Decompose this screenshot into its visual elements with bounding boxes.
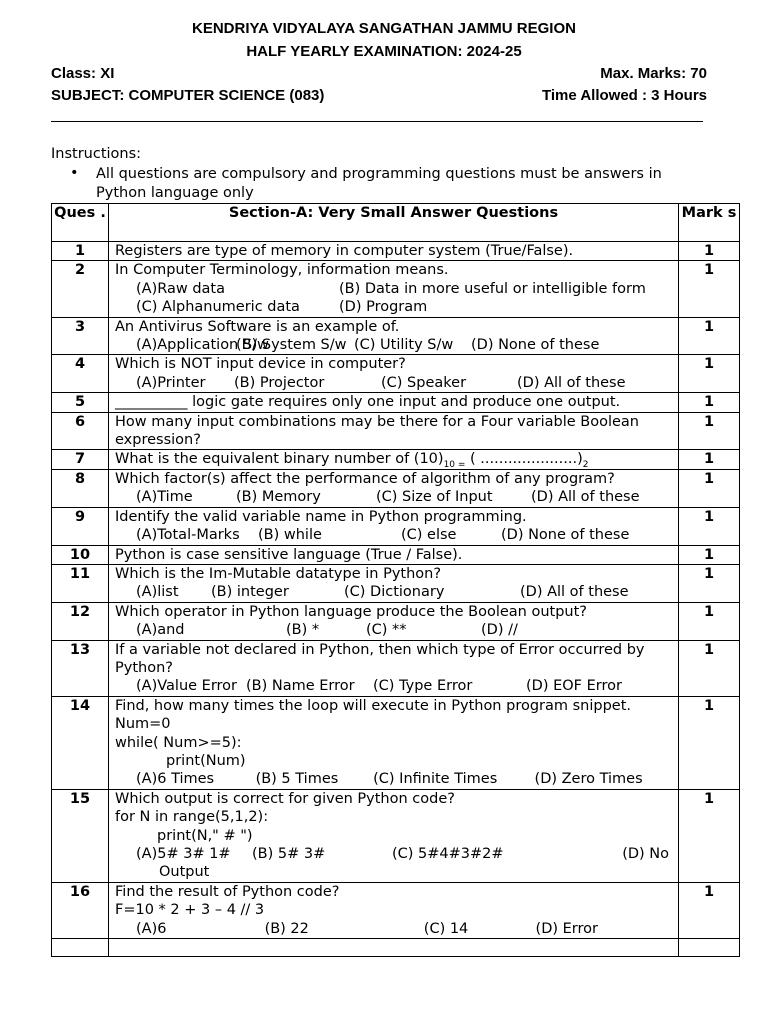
options-row (115, 920, 674, 938)
option: (A)6 (136, 920, 167, 937)
question-body (109, 355, 679, 393)
option: (C) Utility S/w (354, 337, 454, 354)
question-body (109, 507, 679, 545)
option: (D) None of these (501, 527, 630, 544)
option: (A)list (136, 584, 179, 601)
question-text (115, 450, 674, 471)
question-number: 14 (52, 696, 109, 789)
question-body (109, 393, 679, 412)
empty-cell (52, 939, 109, 957)
ques-header: Ques . (52, 204, 109, 242)
option: (C) 5#4#3#2# (392, 846, 504, 862)
options-row (115, 336, 674, 354)
option: (B) 5# 3# (252, 846, 326, 862)
option: (B) Projector (234, 374, 325, 391)
code-line: print(N," # ") (157, 827, 253, 844)
question-rows (52, 242, 740, 939)
question-number: 15 (52, 789, 109, 882)
header-divider (51, 121, 703, 122)
question-marks: 1 (679, 261, 740, 317)
question-row (52, 564, 740, 602)
marks-header: Mark s (679, 204, 740, 242)
options-row (115, 298, 674, 316)
question-text: Find, how many times the loop will execute in Python program snippet. (115, 697, 632, 714)
question-text (115, 393, 674, 411)
question-marks: 1 (679, 469, 740, 507)
option: (B) while (258, 527, 322, 544)
option: (D) Program (339, 299, 428, 316)
question-number: 8 (52, 469, 109, 507)
question-row (52, 789, 740, 882)
question-marks: 1 (679, 882, 740, 938)
option: (A)Total-Marks (136, 527, 240, 544)
question-marks: 1 (679, 789, 740, 882)
question-number: 9 (52, 507, 109, 545)
option: (A)6 Times (136, 771, 215, 788)
options-row (115, 280, 674, 298)
instructions-text: All questions are compulsory and programming questions must be answers in Python language only (96, 166, 662, 201)
option: (D) Error (535, 920, 598, 937)
option: (A)and (136, 622, 185, 639)
question-body (109, 640, 679, 696)
question-row (52, 545, 740, 564)
option: (B) Memory (236, 489, 321, 506)
question-text-tail: ( .....................) (465, 451, 583, 468)
code-line: print(Num) (166, 752, 246, 769)
blank-line: __________ (115, 394, 188, 411)
question-row (52, 450, 740, 469)
question-body (109, 564, 679, 602)
question-marks: 1 (679, 242, 740, 261)
question-number: 13 (52, 640, 109, 696)
question-marks: 1 (679, 393, 740, 412)
question-row (52, 317, 740, 355)
option: (B) integer (211, 584, 289, 601)
options-row (115, 770, 674, 788)
option: (C) ** (366, 622, 407, 639)
question-number: 3 (52, 317, 109, 355)
question-marks: 1 (679, 412, 740, 450)
question-row (52, 507, 740, 545)
question-marks: 1 (679, 545, 740, 564)
option: (C) Infinite Times (373, 771, 498, 788)
question-marks: 1 (679, 640, 740, 696)
option: (B) Data in more useful or intelligible form (339, 280, 646, 297)
question-row (52, 469, 740, 507)
options-row (115, 621, 674, 639)
question-number: 1 (52, 242, 109, 261)
question-text: Which is NOT input device in computer? (115, 356, 406, 373)
option: (C) Type Error (373, 678, 473, 695)
question-row (52, 696, 740, 789)
question-row (52, 640, 740, 696)
question-row (52, 602, 740, 640)
subject-label: SUBJECT: COMPUTER SCIENCE (083) (51, 87, 325, 104)
option: (A)Application S/w (136, 337, 269, 354)
option: (A)5# 3# 1# (136, 846, 231, 862)
question-text: Python is case sensitive language (True / False). (115, 546, 463, 563)
option-wrap: Output (159, 864, 210, 881)
question-row (52, 393, 740, 412)
question-row (52, 412, 740, 450)
question-number: 11 (52, 564, 109, 602)
option: (B) System S/w (236, 337, 347, 354)
option: (B) 22 (264, 920, 309, 937)
option: (B) * (286, 622, 320, 639)
options-row (115, 583, 674, 601)
code-line: Num=0 (115, 716, 171, 733)
option: (A)Time (136, 489, 193, 506)
code-line: while( Num>=5): (115, 734, 242, 751)
empty-cell (679, 939, 740, 957)
section-header: Section-A: Very Small Answer Questions (109, 204, 679, 242)
max-marks: Max. Marks: 70 (600, 65, 707, 82)
option: (D) No (622, 846, 669, 862)
question-number: 2 (52, 261, 109, 317)
question-body (109, 317, 679, 355)
question-row (52, 355, 740, 393)
question-table (51, 203, 740, 957)
question-row (52, 882, 740, 938)
question-body (109, 412, 679, 450)
question-body (109, 602, 679, 640)
question-text-main: What is the equivalent binary number of (10) (115, 451, 444, 468)
time-allowed: Time Allowed : 3 Hours (541, 87, 707, 104)
options-row (115, 845, 674, 863)
option: (C) Speaker (381, 374, 467, 391)
question-text: Which operator in Python language produce the Boolean output? (115, 603, 587, 620)
question-row (52, 261, 740, 317)
option: (D) None of these (471, 337, 600, 354)
question-text: How many input combinations may be there for a Four variable Boolean expression? (115, 413, 639, 449)
question-row (52, 242, 740, 261)
question-text: An Antivirus Software is an example of. (115, 318, 400, 335)
question-number: 12 (52, 602, 109, 640)
option: (D) All of these (531, 489, 640, 506)
question-number: 16 (52, 882, 109, 938)
option: (A)Printer (136, 374, 206, 391)
question-body (109, 696, 679, 789)
question-marks: 1 (679, 450, 740, 469)
question-text: Which is the Im-Mutable datatype in Python? (115, 565, 442, 582)
class-label: Class: XI (51, 65, 115, 82)
option: (D) All of these (517, 374, 626, 391)
option: (A)Value Error (136, 678, 238, 695)
option: (D) All of these (520, 584, 629, 601)
question-number: 10 (52, 545, 109, 564)
question-marks: 1 (679, 317, 740, 355)
question-marks: 1 (679, 507, 740, 545)
question-number: 6 (52, 412, 109, 450)
option: (C) Size of Input (376, 489, 493, 506)
option: (C) Alphanumeric data (136, 299, 300, 316)
subscript: 10 = (443, 460, 466, 471)
option: (D) Zero Times (534, 771, 643, 788)
subscript: 2 (582, 460, 589, 471)
question-text: In Computer Terminology, information means. (115, 262, 449, 279)
option: (C) 14 (423, 920, 469, 937)
question-number: 7 (52, 450, 109, 469)
question-text: Which output is correct for given Python code? (115, 790, 455, 807)
question-number: 4 (52, 355, 109, 393)
options-row (115, 677, 674, 695)
question-number: 5 (52, 393, 109, 412)
question-marks: 1 (679, 602, 740, 640)
options-row (115, 488, 674, 506)
option: (C) Dictionary (344, 584, 445, 601)
options-row (115, 526, 674, 544)
instructions-label: Instructions: (51, 146, 142, 162)
options-row (115, 374, 674, 392)
question-text: If a variable not declared in Python, then which type of Error occurred by Python? (115, 641, 645, 676)
option: (B) Name Error (246, 678, 355, 695)
school-title: KENDRIYA VIDYALAYA SANGATHAN JAMMU REGION (192, 20, 576, 37)
option: (D) EOF Error (526, 678, 622, 695)
empty-cell (109, 939, 679, 957)
question-body (109, 261, 679, 317)
code-line: for N in range(5,1,2): (115, 809, 269, 826)
question-body (109, 450, 679, 469)
option: (A)Raw data (136, 280, 226, 297)
bullet-icon: • (70, 165, 79, 181)
question-marks: 1 (679, 696, 740, 789)
question-body (109, 789, 679, 882)
question-text: Find the result of Python code? (115, 883, 340, 900)
question-marks: 1 (679, 355, 740, 393)
question-marks: 1 (679, 564, 740, 602)
question-text: Identify the valid variable name in Python programming. (115, 508, 527, 525)
question-body (109, 545, 679, 564)
code-line: F=10 * 2 + 3 – 4 // 3 (115, 902, 265, 919)
option: (C) else (401, 527, 457, 544)
question-body (109, 242, 679, 261)
option: (D) // (481, 622, 518, 639)
question-body (109, 469, 679, 507)
question-text-rest: logic gate requires only one input and produce one output. (187, 394, 621, 411)
option: (B) 5 Times (255, 771, 339, 788)
exam-title: HALF YEARLY EXAMINATION: 2024-25 (246, 43, 522, 60)
question-text: Which factor(s) affect the performance of algorithm of any program? (115, 470, 615, 487)
question-text: Registers are type of memory in computer system (True/False). (115, 243, 574, 259)
question-body (109, 882, 679, 938)
